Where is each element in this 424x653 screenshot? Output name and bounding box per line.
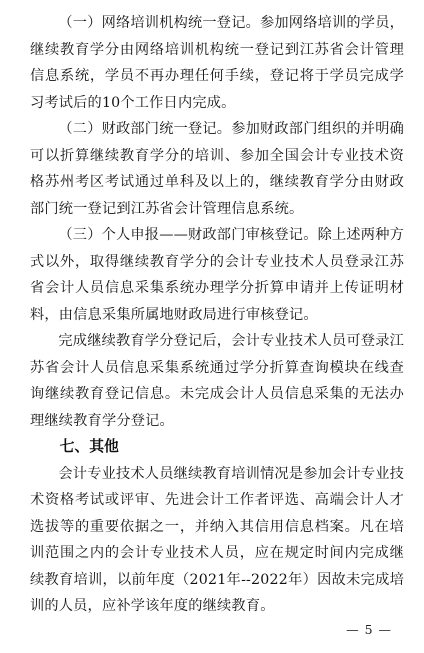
paragraph-finance-department: （二）财政部门统一登记。参加财政部门组织的并明确可以折算继续教育学分的培训、参加全国会计专业技术资格苏州考区考试通过单科及以上的，继续教育学分由财政部门统一登记到江苏省会计管理信息系统。 [30,121,404,217]
document-body [30,10,404,620]
page-number: — 5 — [346,622,392,637]
paragraph-query-credits: 完成继续教育学分登记后，会计专业技术人员可登录江苏省会计人员信息采集系统通过学分折算查询模块在线查询继续教育登记信息。未完成会计人员信息采集的无法办理继续教育学分登记。 [30,333,404,429]
section-heading: 七、其他 [59,438,119,455]
paragraph-network-training: （一）网络培训机构统一登记。参加网络培训的学员，继续教育学分由网络培训机构统一登记到江苏省会计管理信息系统，学员不再办理任何手续，登记将于学员完成学习考试后的10个工作日内完成。 [30,15,404,111]
paragraph-other: 会计专业技术人员继续教育培训情况是参加会计专业技术资格考试或评审、先进会计工作者评选、高端会计人才选拔等的重要依据之一，并纳入其信用信息档案。凡在培训范围之内的会计专业技术人员，应在规定时间内完成继续教育培训，以前年度（2021年--2022年）因故未完成培训的人员，应补学该年度的继续教育。 [30,465,404,614]
paragraph-personal-application: （三）个人申报——财政部门审核登记。除上述两种方式以外，取得继续教育学分的会计专业技术人员登录江苏省会计人员信息采集系统办理学分折算申请并上传证明材料，由信息采集所属地财政局进行审核登记。 [30,227,404,323]
